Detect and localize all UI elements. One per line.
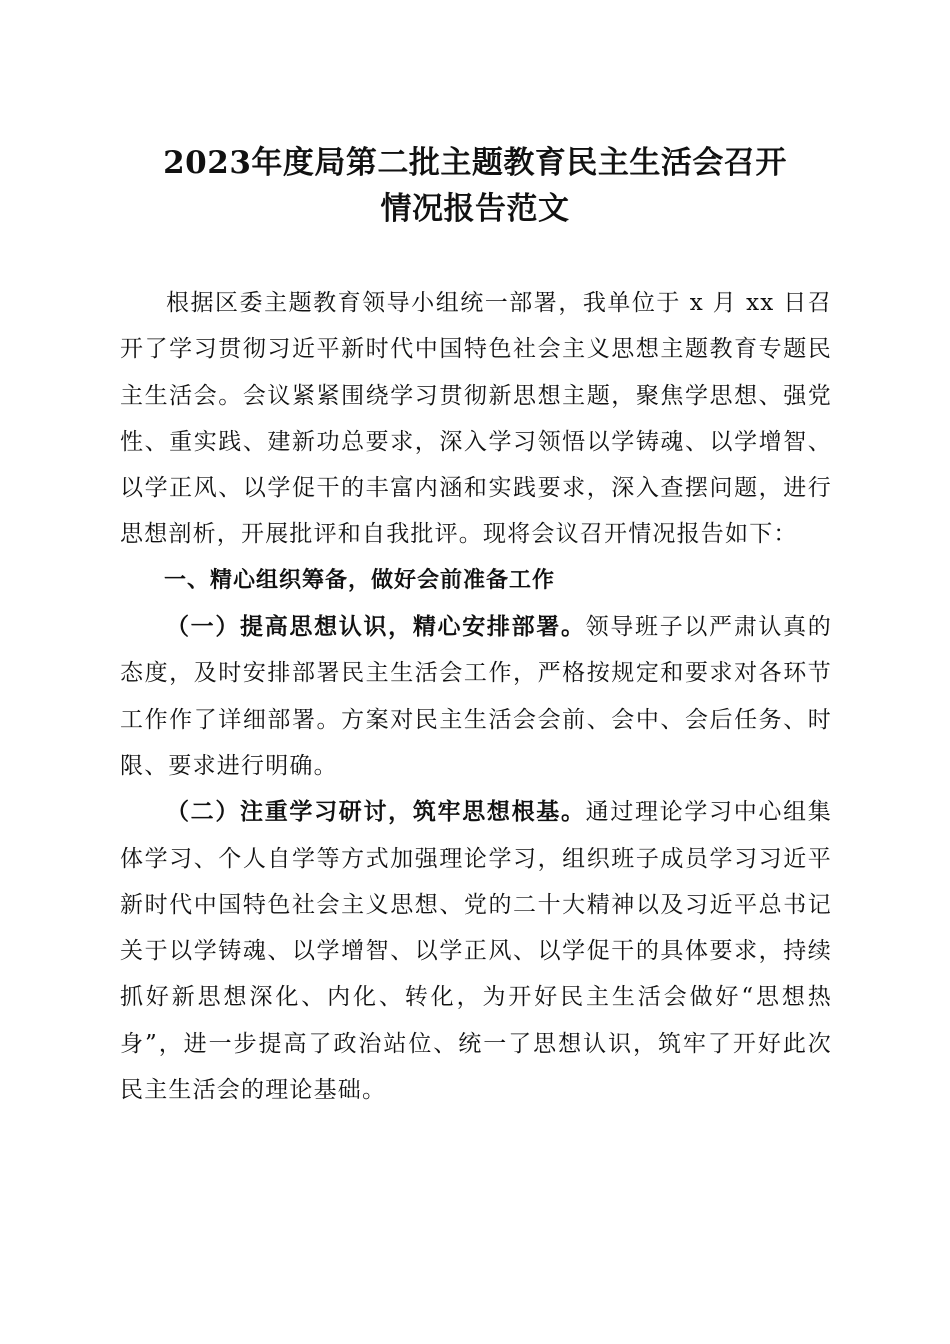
subsection-paragraph-2	[120, 789, 832, 1113]
section-heading-1: 一、精心组织筹备，做好会前准备工作	[164, 567, 556, 593]
intro-paragraph: 根据区委主题教育领导小组统一部署，我单位于 x 月 xx 日召开了学习贯彻习近平新时代中国特色社会主义思想主题教育专题民主生活会。会议紧紧围绕学习贯彻新思想主题，聚焦学思想、强党性、重实践、建新功总要求，深入学习领悟以学铸魂、以学增智、以学正风、以学促干的丰富内涵和实践要求，深入查摆问题，进行思想剖析，开展批评和自我批评。现将会议召开情况报告如下：	[120, 290, 832, 548]
subsection-text-1: 领导班子以严肃认真的态度，及时安排部署民主生活会工作，严格按规定和要求对各环节工作作了详细部署。方案对民主生活会会前、会中、会后任务、时限、要求进行明确。	[120, 614, 832, 779]
subsection-paragraph-1	[120, 604, 832, 789]
subsection-text-2: 通过理论学习中心组集体学习、个人自学等方式加强理论学习，组织班子成员学习习近平新时代中国特色社会主义思想、党的二十大精神以及习近平总书记关于以学铸魂、以学增智、以学正风、以学促干的具体要求，持续抓好新思想深化、内化、转化，为开好民主生活会做好“思想热身”，进一步提高了政治站位、统一了思想认识，筑牢了开好此次民主生活会的理论基础。	[120, 799, 832, 1104]
subsection-heading-2: （二）注重学习研讨，筑牢思想根基。	[166, 799, 586, 826]
title-line-2: 情况报告范文	[380, 191, 570, 227]
subsection-heading-1: （一）提高思想认识，精心安排部署。	[166, 614, 586, 641]
document-body	[120, 280, 832, 1113]
title-line-1: 2023年度局第二批主题教育民主生活会召开	[163, 145, 787, 181]
document-title	[120, 140, 830, 232]
